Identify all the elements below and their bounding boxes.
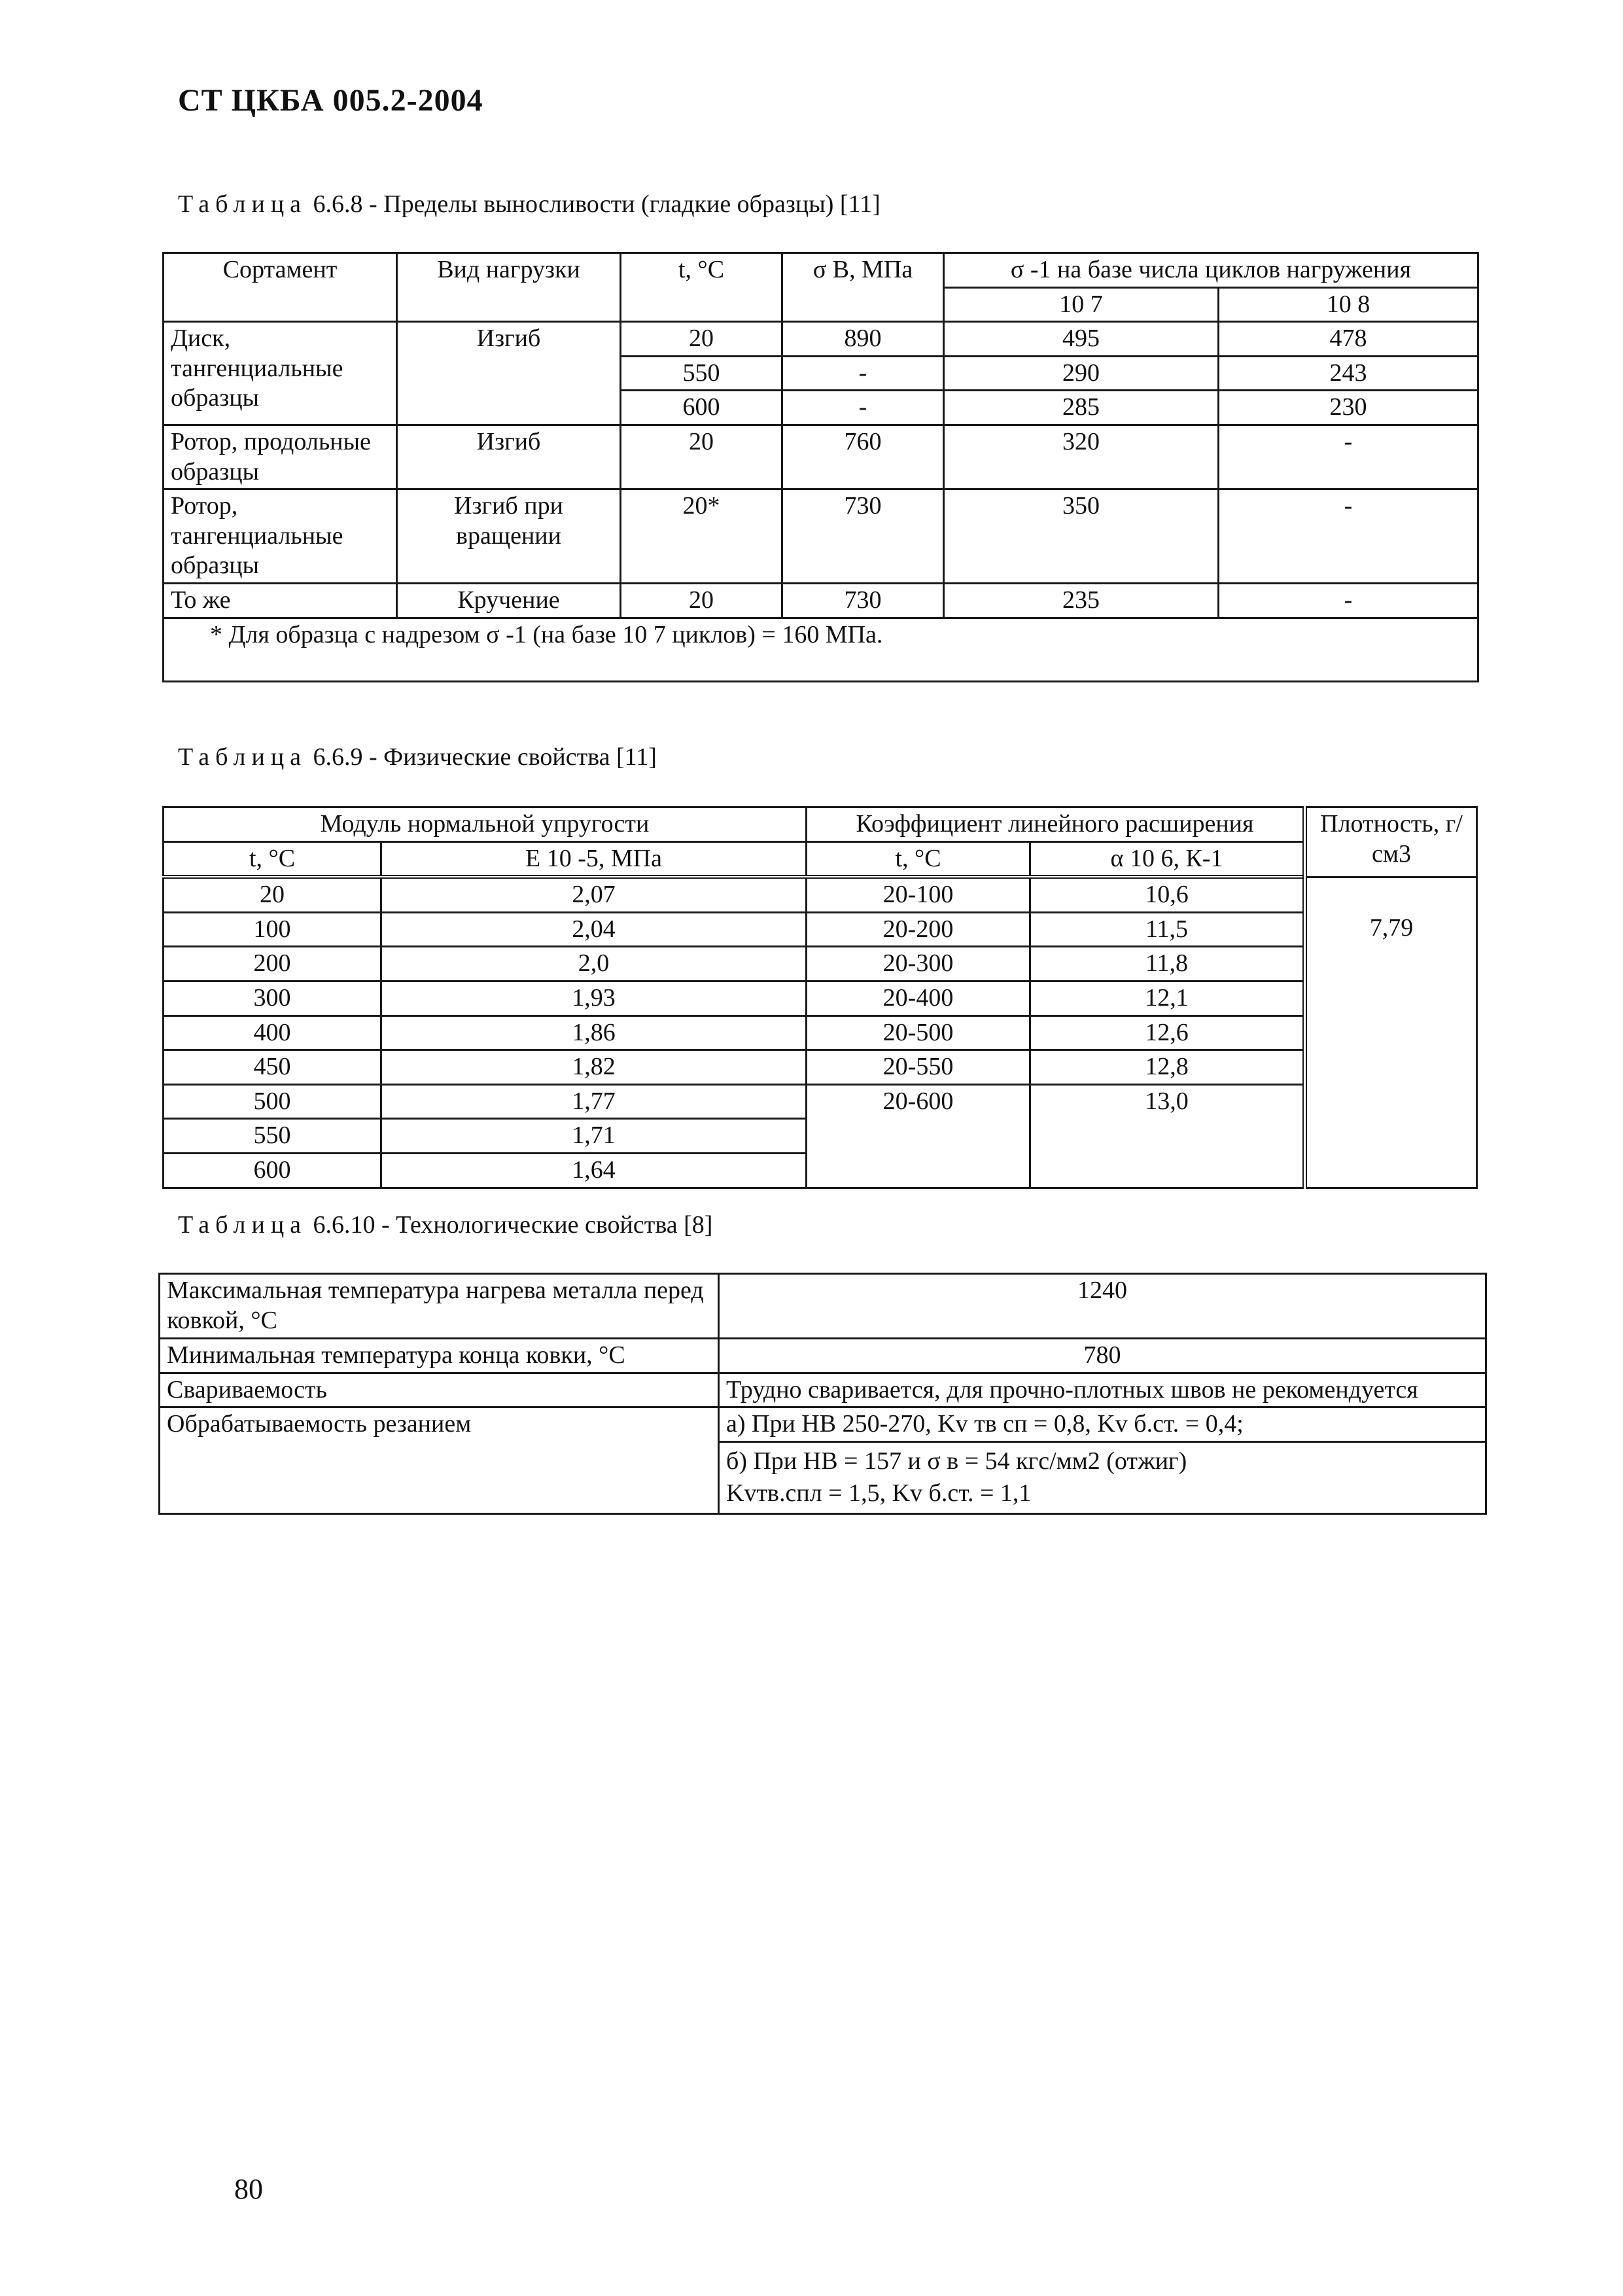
table-6610-caption-prefix: Таблица	[178, 1211, 307, 1239]
page-number: 80	[234, 2173, 263, 2205]
row-sigma-b: 730	[782, 583, 944, 618]
expansion-range: 20-200	[807, 912, 1030, 947]
machinability-line-b: б) При HB = 157 и σ в = 54 кгс/мм2 (отжиг)	[726, 1447, 1187, 1475]
elastic-e: 1,71	[381, 1119, 807, 1154]
elastic-e: 2,0	[381, 947, 807, 981]
row-temperature: 20*	[621, 489, 782, 584]
table-row	[160, 1407, 1486, 1514]
row-sigma-10-8: -	[1219, 425, 1478, 489]
table-689-caption-text: 6.6.9 - Физические свойства [11]	[313, 743, 657, 771]
row-load-type: Изгиб	[397, 322, 621, 425]
row-sigma-b: -	[782, 356, 944, 391]
header-expansion-coefficient: Коэффициент линейного расширения	[807, 807, 1305, 842]
header-expansion-temperature: t, °C	[807, 841, 1030, 877]
elastic-e: 1,64	[381, 1153, 807, 1188]
table-688-caption	[178, 190, 881, 219]
header-load-type: Вид нагрузки	[397, 253, 621, 322]
row-sigma-10-7: 235	[944, 583, 1219, 618]
row-temperature: 20	[621, 425, 782, 489]
row-sigma-b: 760	[782, 425, 944, 489]
header-base-10-8: 10 8	[1219, 287, 1478, 322]
table-689-caption-prefix: Таблица	[178, 743, 307, 771]
header-elastic-temperature: t, °C	[164, 841, 381, 877]
row-temperature: 20	[621, 322, 782, 357]
expansion-range: 20-500	[807, 1016, 1030, 1050]
density-value: 7,79	[1305, 912, 1477, 1188]
row-load-type: Изгиб при вращении	[397, 489, 621, 584]
property-label: Свариваемость	[160, 1373, 719, 1407]
table-row	[164, 489, 1478, 584]
expansion-alpha: 12,6	[1030, 1016, 1305, 1050]
row-sortament: Диск, тангенциальные образцы	[164, 322, 397, 425]
table-row	[164, 322, 1478, 357]
elastic-temperature: 450	[164, 1050, 381, 1085]
elastic-e: 1,93	[381, 981, 807, 1016]
machinability-line-a: а) При HB 250-270, Kv тв сп = 0,8, Kv б.ст. = 0,4;	[720, 1408, 1485, 1443]
row-sigma-b: -	[782, 391, 944, 425]
expansion-alpha: 12,8	[1030, 1050, 1305, 1085]
row-sigma-10-7: 290	[944, 356, 1219, 391]
row-temperature: 20	[621, 583, 782, 618]
machinability-values	[719, 1407, 1486, 1514]
row-load-type: Изгиб	[397, 425, 621, 489]
row-sigma-10-7: 350	[944, 489, 1219, 584]
property-value: 1240	[719, 1274, 1486, 1339]
elastic-temperature: 300	[164, 981, 381, 1016]
table-row	[160, 1274, 1486, 1339]
expansion-alpha: 11,8	[1030, 947, 1305, 981]
elastic-temperature: 500	[164, 1084, 381, 1119]
expansion-alpha: 13,0	[1030, 1084, 1305, 1119]
header-base-10-7: 10 7	[944, 287, 1219, 322]
expansion-range: 20-600	[807, 1084, 1030, 1119]
header-expansion-alpha: α 10 6, К-1	[1030, 841, 1305, 877]
header-density: Плотность, г/см3	[1305, 807, 1477, 877]
row-temperature: 550	[621, 356, 782, 391]
physical-properties-table	[162, 806, 1478, 1189]
property-label: Минимальная температура конца ковки, °C	[160, 1339, 719, 1373]
elastic-temperature: 600	[164, 1153, 381, 1188]
table-row	[164, 1016, 1477, 1050]
table-row	[164, 877, 1477, 912]
elastic-temperature: 100	[164, 912, 381, 947]
elastic-e: 1,77	[381, 1084, 807, 1119]
row-sigma-10-7: 285	[944, 391, 1219, 425]
header-elastic-modulus: Модуль нормальной упругости	[164, 807, 807, 842]
table-688-caption-text: 6.6.8 - Пределы выносливости (гладкие образцы) [11]	[313, 190, 881, 218]
table-row	[160, 1339, 1486, 1373]
table-row	[164, 1084, 1477, 1119]
table-row	[164, 981, 1477, 1016]
expansion-range: 20-100	[807, 877, 1030, 912]
elastic-temperature: 20	[164, 877, 381, 912]
technological-properties-table	[158, 1273, 1487, 1515]
expansion-alpha: 11,5	[1030, 912, 1305, 947]
header-sigma-b: σ В, МПа	[782, 253, 944, 322]
table-row	[164, 1050, 1477, 1085]
row-sigma-10-8: -	[1219, 489, 1478, 584]
property-label: Максимальная температура нагрева металла перед ковкой, °C	[160, 1274, 719, 1339]
row-sigma-b: 730	[782, 489, 944, 584]
row-sigma-10-8: -	[1219, 583, 1478, 618]
row-load-type: Кручение	[397, 583, 621, 618]
row-sortament: Ротор, продольные образцы	[164, 425, 397, 489]
header-sigma-group: σ -1 на базе числа циклов нагружения	[944, 253, 1478, 288]
property-value: 780	[719, 1339, 1486, 1373]
elastic-e: 1,86	[381, 1016, 807, 1050]
table-row	[164, 425, 1478, 489]
row-sigma-10-8: 478	[1219, 322, 1478, 357]
row-sortament: Ротор, тангенциальные образцы	[164, 489, 397, 584]
table-row	[160, 1373, 1486, 1407]
elastic-e: 1,82	[381, 1050, 807, 1085]
header-temperature: t, °C	[621, 253, 782, 322]
header-elastic-e: E 10 -5, МПа	[381, 841, 807, 877]
expansion-range: 20-400	[807, 981, 1030, 1016]
expansion-range: 20-550	[807, 1050, 1030, 1085]
table-row	[164, 947, 1477, 981]
elastic-temperature: 550	[164, 1119, 381, 1154]
table-688-caption-prefix: Таблица	[178, 190, 307, 218]
row-sigma-10-7: 495	[944, 322, 1219, 357]
expansion-range: 20-300	[807, 947, 1030, 981]
table-row	[164, 912, 1477, 947]
expansion-alpha: 10,6	[1030, 877, 1305, 912]
property-label: Обрабатываемость резанием	[160, 1407, 719, 1514]
elastic-e: 2,07	[381, 877, 807, 912]
elastic-temperature: 200	[164, 947, 381, 981]
row-sortament: То же	[164, 583, 397, 618]
endurance-limits-table	[162, 252, 1479, 682]
document-code: СТ ЦКБА 005.2-2004	[178, 83, 483, 118]
elastic-e: 2,04	[381, 912, 807, 947]
header-sortament: Сортамент	[164, 253, 397, 322]
row-sigma-10-8: 243	[1219, 356, 1478, 391]
elastic-temperature: 400	[164, 1016, 381, 1050]
row-temperature: 600	[621, 391, 782, 425]
row-sigma-b: 890	[782, 322, 944, 357]
table-row	[164, 583, 1478, 618]
table-6610-caption-text: 6.6.10 - Технологические свойства [8]	[313, 1211, 713, 1239]
expansion-alpha: 12,1	[1030, 981, 1305, 1016]
machinability-line-c: Kvтв.спл = 1,5, Kv б.ст. = 1,1	[726, 1479, 1032, 1508]
table-row	[164, 1119, 1477, 1154]
table-6610-caption	[178, 1210, 712, 1239]
row-sigma-10-8: 230	[1219, 391, 1478, 425]
table-689-caption	[178, 743, 657, 771]
row-sigma-10-7: 320	[944, 425, 1219, 489]
property-value: Трудно сваривается, для прочно-плотных швов не рекомендуется	[719, 1373, 1486, 1407]
table-688-footnote: * Для образца с надрезом σ -1 (на базе 10 7 циклов) = 160 МПа.	[164, 618, 1478, 681]
